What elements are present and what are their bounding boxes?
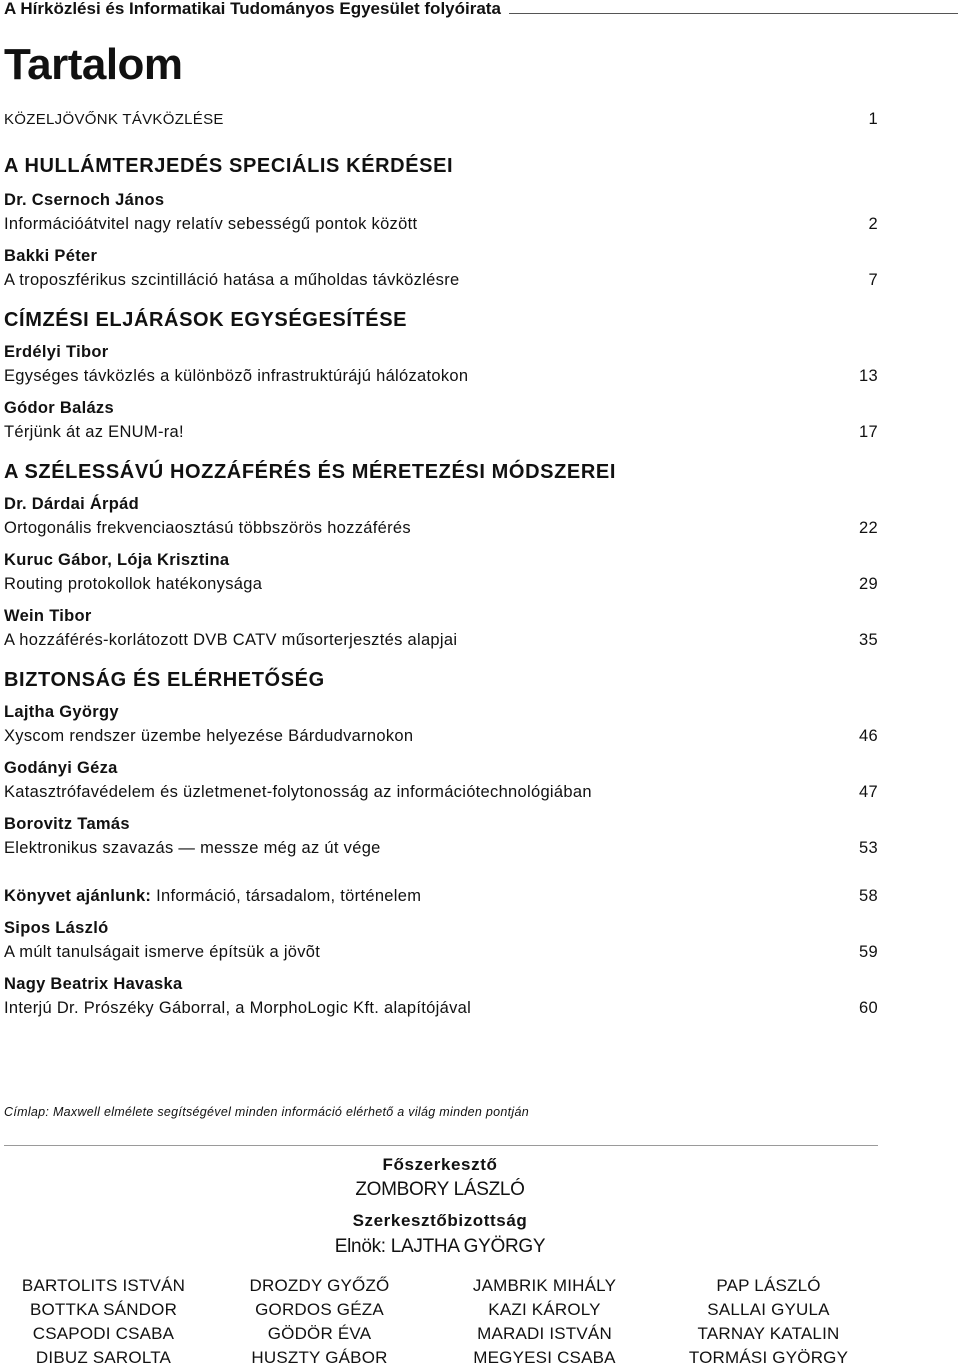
toc-entry[interactable] xyxy=(4,245,878,293)
board-member: KAZI KÁROLY xyxy=(488,1300,601,1319)
toc-page-number: 1 xyxy=(868,110,878,128)
toc-article-title: Katasztrófavédelem és üzletmenet-folytonosság az információtechnológiában xyxy=(4,783,592,801)
toc-page-number: 46 xyxy=(859,727,878,745)
toc-entry[interactable] xyxy=(4,701,878,749)
toc-page-number: 29 xyxy=(859,575,878,593)
editor-in-chief-label: Főszerkesztő xyxy=(382,1155,498,1174)
toc-author: Gódor Balázs xyxy=(4,399,114,417)
toc-entry[interactable] xyxy=(4,757,878,805)
board-member: GORDOS GÉZA xyxy=(255,1300,384,1319)
board-member: SALLAI GYULA xyxy=(707,1300,830,1319)
board-member: TORMÁSI GYÖRGY xyxy=(688,1348,849,1367)
toc-article-title: Elektronikus szavazás — messze még az út vége xyxy=(4,839,381,857)
toc-entry[interactable] xyxy=(4,189,878,237)
journal-header xyxy=(4,0,960,24)
toc-book-recommendation[interactable] xyxy=(4,883,878,909)
board-member: MEGYESI CSABA xyxy=(473,1348,616,1367)
board-member: DROZDY GYŐZŐ xyxy=(249,1276,390,1295)
toc-entry[interactable] xyxy=(4,549,878,597)
toc-author: Dr. Csernoch János xyxy=(4,191,165,209)
toc-page-number: 58 xyxy=(859,887,878,905)
cover-caption: Címlap: Maxwell elmélete segítségével minden információ elérhető a világ minden pontján xyxy=(4,1105,529,1119)
toc-page-number: 17 xyxy=(859,423,878,441)
toc-article-title: Interjú Dr. Prószéky Gáborral, a MorphoLogic Kft. alapítójával xyxy=(4,999,472,1017)
toc-page-number: 22 xyxy=(859,519,878,537)
board-member: HUSZTY GÁBOR xyxy=(251,1348,388,1367)
toc-entry[interactable] xyxy=(4,605,878,653)
toc-entry[interactable] xyxy=(4,917,878,965)
toc-entry[interactable] xyxy=(4,341,878,389)
toc-article-title: Információátvitel nagy relatív sebességű pontok között xyxy=(4,215,418,233)
toc-article-title: A múlt tanulságait ismerve építsük a jövõt xyxy=(4,943,321,961)
board-member: DIBUZ SAROLTA xyxy=(35,1348,172,1367)
toc-author: Lajtha György xyxy=(4,703,119,721)
board-member: BARTOLITS ISTVÁN xyxy=(21,1276,186,1295)
editorial-board-members xyxy=(0,1274,880,1370)
section-heading: BIZTONSÁG ÉS ELÉRHETŐSÉG xyxy=(4,669,325,691)
toc-article-title: Térjünk át az ENUM-ra! xyxy=(4,423,184,441)
board-member: TARNAY KATALIN xyxy=(697,1324,840,1343)
board-member: CSAPODI CSABA xyxy=(32,1324,175,1343)
toc-article-title: Egységes távközlés a különbözõ infrastruktúrájú hálózatokon xyxy=(4,367,469,385)
divider-rule xyxy=(4,1145,878,1146)
toc-article-title: Routing protokollok hatékonysága xyxy=(4,575,263,593)
toc-author: Kuruc Gábor, Lója Krisztina xyxy=(4,551,230,569)
toc-entry[interactable] xyxy=(4,973,878,1021)
board-member: GÖDÖR ÉVA xyxy=(267,1324,372,1343)
toc-entry[interactable] xyxy=(4,493,878,541)
toc-author: Erdélyi Tibor xyxy=(4,343,109,361)
toc-page-number: 35 xyxy=(859,631,878,649)
editor-in-chief-name: ZOMBORY LÁSZLÓ xyxy=(355,1179,525,1200)
toc-author: Borovitz Tamás xyxy=(4,815,130,833)
toc-author: Dr. Dárdai Árpád xyxy=(4,495,140,513)
board-member: JAMBRIK MIHÁLY xyxy=(472,1276,617,1295)
toc-article-title: Ortogonális frekvenciaosztású többszörös hozzáférés xyxy=(4,519,411,537)
book-recommendation-title: Információ, társadalom, történelem xyxy=(156,887,422,905)
toc-page-number: 7 xyxy=(868,271,878,289)
toc-page-number: 47 xyxy=(859,783,878,801)
toc-author: Sipos László xyxy=(4,919,109,937)
toc-page-number: 60 xyxy=(859,999,878,1017)
board-member: MARADI ISTVÁN xyxy=(477,1324,612,1343)
toc-author: Nagy Beatrix Havaska xyxy=(4,975,183,993)
toc-author: Bakki Péter xyxy=(4,247,98,265)
toc-intro-entry[interactable] xyxy=(4,106,878,133)
board-chair: Elnök: LAJTHA GYÖRGY xyxy=(334,1236,546,1257)
toc-page-number: 59 xyxy=(859,943,878,961)
journal-name: A Hírközlési és Informatikai Tudományos Egyesület folyóirata xyxy=(4,0,509,19)
toc-page-number: 53 xyxy=(859,839,878,857)
section-heading: CÍMZÉSI ELJÁRÁSOK EGYSÉGESÍTÉSE xyxy=(4,309,408,331)
toc-article-title: A hozzáférés-korlátozott DVB CATV műsorterjesztés alapjai xyxy=(4,631,458,649)
toc-intro-title: KÖZELJÖVŐNK TÁVKÖZLÉSE xyxy=(4,111,224,128)
toc-page-number: 13 xyxy=(859,367,878,385)
toc-article-title: Xyscom rendszer üzembe helyezése Bárdudvarnokon xyxy=(4,727,414,745)
toc-entry[interactable] xyxy=(4,397,878,445)
board-member: PAP LÁSZLÓ xyxy=(716,1276,821,1295)
section-heading: A HULLÁMTERJEDÉS SPECIÁLIS KÉRDÉSEI xyxy=(4,155,454,177)
toc-author: Godányi Géza xyxy=(4,759,118,777)
table-of-contents xyxy=(4,106,878,1021)
toc-entry[interactable] xyxy=(4,813,878,861)
toc-page-number: 2 xyxy=(868,215,878,233)
book-recommendation-label: Könyvet ajánlunk: xyxy=(4,887,152,905)
toc-author: Wein Tibor xyxy=(4,607,92,625)
page-title: Tartalom xyxy=(4,40,183,89)
editorial-board-label: Szerkesztőbizottság xyxy=(352,1211,528,1230)
toc-article-title: A troposzférikus szcintilláció hatása a műholdas távközlésre xyxy=(4,271,460,289)
board-member: BOTTKA SÁNDOR xyxy=(29,1300,178,1319)
section-heading: A SZÉLESSÁVÚ HOZZÁFÉRÉS ÉS MÉRETEZÉSI MÓDSZEREI xyxy=(4,461,616,483)
